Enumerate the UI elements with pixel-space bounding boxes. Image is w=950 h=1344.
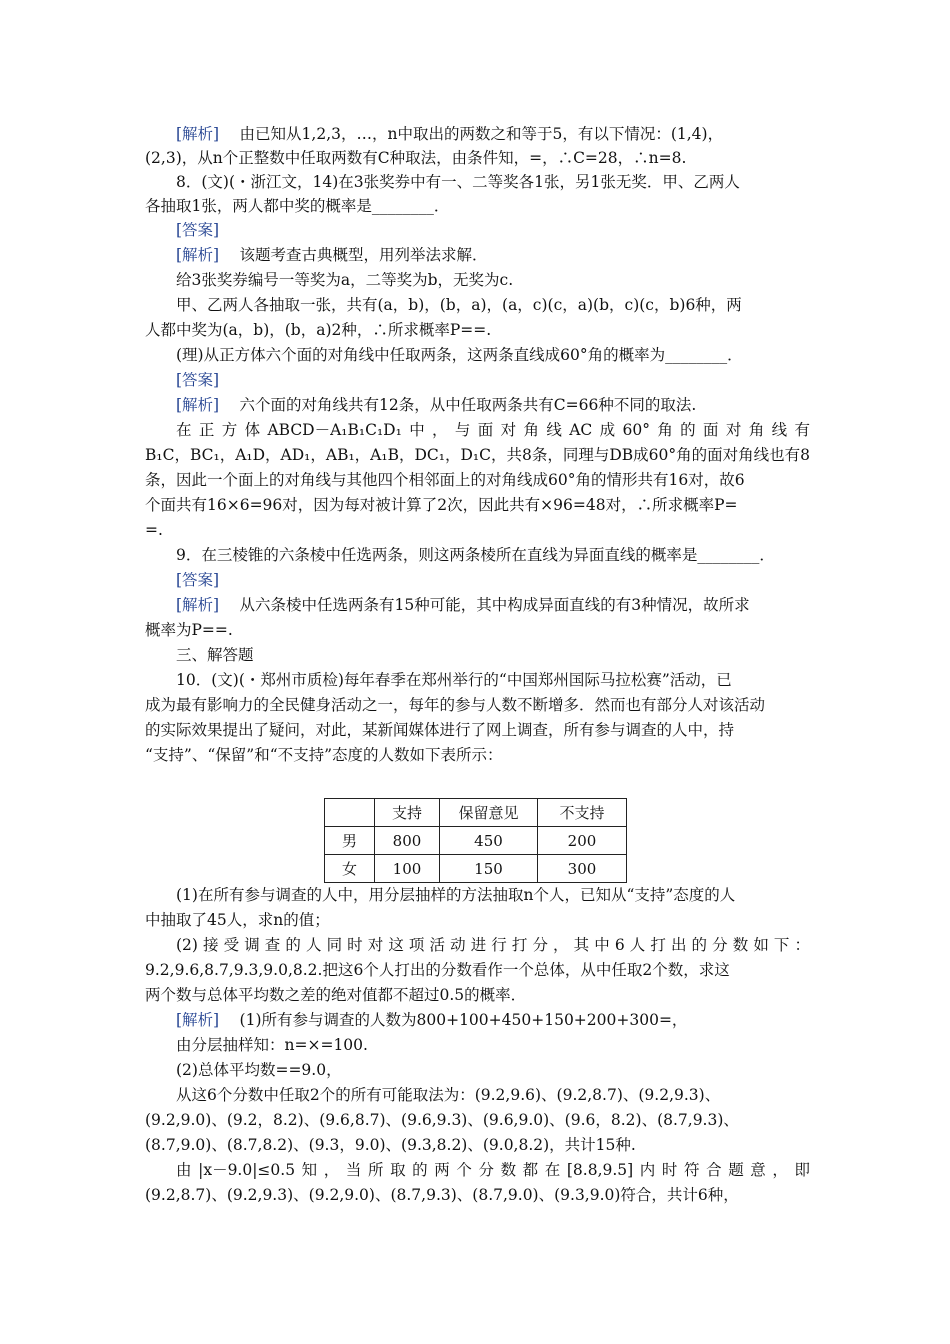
table-cell: 450	[440, 827, 538, 855]
text-line: 给3张奖券编号一等奖为a，二等奖为b，无奖为c.	[176, 271, 514, 289]
answer-tag: [答案]	[176, 371, 220, 389]
text-line: [解析] 由已知从1,2,3，…，n中取出的两数之和等于5，有以下情况：(1,4)，	[176, 125, 724, 143]
analysis-tag: [解析]	[176, 125, 220, 143]
analysis-tag: [解析]	[176, 246, 220, 264]
table-cell: 800	[375, 827, 440, 855]
text-line	[176, 570, 810, 592]
section-heading: 三、解答题	[176, 646, 254, 664]
text-line: 概率为P==.	[145, 621, 233, 639]
text-line: (2)总体平均数==9.0，	[176, 1061, 342, 1079]
text-line: 由|x－9.0|≤0.5知，当所取的两个分数都在[8.8,9.5]内时符合题意，即	[176, 1161, 810, 1179]
text-line: “支持”、“保留”和“不支持”态度的人数如下表所示：	[145, 746, 503, 764]
text-line: 甲、乙两人各抽取一张，共有(a，b)，(b，a)，(a，c)(c，a)(b，c)(c，b)6种，两	[176, 296, 742, 314]
text-line: (9.2,8.7)、(9.2,9.3)、(9.2,9.0)、(8.7,9.3)、(8.7,9.0)、(9.3,9.0)符合，共计6种，	[145, 1186, 739, 1204]
answer-tag: [答案]	[176, 571, 220, 589]
text-line: 中抽取了45人，求n的值；	[145, 911, 330, 929]
text-line: (1)在所有参与调查的人中，用分层抽样的方法抽取n个人，已知从“支持”态度的人	[176, 886, 736, 904]
text-line	[176, 370, 810, 392]
table-cell: 男	[325, 827, 375, 855]
analysis-tag: [解析]	[176, 396, 220, 414]
text-line: 人都中奖为(a，b)，(b，a)2种，∴所求概率P==.	[145, 321, 492, 339]
table-cell: 150	[440, 855, 538, 883]
text-line: 在正方体ABCD－A₁B₁C₁D₁中，与面对角线AC成60°角的面对角线有	[176, 421, 810, 439]
table-cell: 300	[538, 855, 627, 883]
table-cell: 女	[325, 855, 375, 883]
answer-tag: [答案]	[176, 221, 220, 239]
text-line: 条，因此一个面上的对角线与其他四个相邻面上的对角线成60°角的情形共有16对，故6	[145, 471, 745, 489]
text-line: [解析] 该题考查古典概型，用列举法求解．	[176, 246, 488, 264]
text-line: 9．在三棱锥的六条棱中任选两条，则这两条棱所在直线为异面直线的概率是________．	[176, 546, 775, 564]
text-line: [解析] 六个面的对角线共有12条，从中任取两条共有C=66种不同的取法.	[176, 396, 697, 414]
text-line: 8．(文)(・浙江文，14)在3张奖券中有一、二等奖各1张，另1张无奖．甲、乙两人	[176, 173, 740, 191]
text-line: [解析] (1)所有参与调查的人数为800+100+450+150+200+300=，	[176, 1011, 688, 1029]
table-cell: 200	[538, 827, 627, 855]
table-cell: 100	[375, 855, 440, 883]
text-line: =.	[145, 521, 163, 539]
table-row	[325, 827, 627, 855]
text-line: 成为最有影响力的全民健身活动之一，每年的参与人数不断增多．然而也有部分人对该活动	[145, 696, 766, 714]
text-line: 10．(文)(・郑州市质检)每年春季在郑州举行的“中国郑州国际马拉松赛”活动，已	[176, 671, 732, 689]
survey-table	[324, 798, 627, 883]
text-line: (2,3)，从n个正整数中任取两数有C种取法，由条件知，=，∴C=28，∴n=8.	[145, 149, 687, 167]
text-line: 的实际效果提出了疑问，对此，某新闻媒体进行了网上调查，所有参与调查的人中，持	[145, 721, 735, 739]
text-line	[176, 220, 810, 242]
text-line: (2)接受调查的人同时对这项活动进行打分，其中6人打出的分数如下：	[176, 936, 810, 954]
table-cell: 支持	[375, 799, 440, 827]
text-line: 由分层抽样知：n=×=100.	[176, 1036, 368, 1054]
analysis-tag: [解析]	[176, 1011, 220, 1029]
text-line: (理)从正方体六个面的对角线中任取两条，这两条直线成60°角的概率为________．	[176, 346, 743, 364]
table-cell: 保留意见	[440, 799, 538, 827]
text-line: (8.7,9.0)、(8.7,8.2)、(9.3，9.0)、(9.3,8.2)、(9.0,8.2)，共计15种.	[145, 1136, 636, 1154]
text-line: (9.2,9.0)、(9.2，8.2)、(9.6,8.7)、(9.6,9.3)、(9.6,9.0)、(9.6，8.2)、(8.7,9.3)、	[145, 1111, 739, 1129]
table-cell	[325, 799, 375, 827]
text-line: 两个数与总体平均数之差的绝对值都不超过0.5的概率．	[145, 986, 527, 1004]
analysis-tag: [解析]	[176, 596, 220, 614]
table-row	[325, 855, 627, 883]
text-line: 各抽取1张，两人都中奖的概率是________．	[145, 197, 450, 215]
text-line: 9.2,9.6,8.7,9.3,9.0,8.2.把这6个人打出的分数看作一个总体，从中任取2个数，求这	[145, 961, 730, 979]
table-header-row	[325, 799, 627, 827]
table-cell: 不支持	[538, 799, 627, 827]
text-line: 从这6个分数中任取2个的所有可能取法为：(9.2,9.6)、(9.2,8.7)、(9.2,9.3)、	[176, 1086, 721, 1104]
text-line: [解析] 从六条棱中任选两条有15种可能，其中构成异面直线的有3种情况，故所求	[176, 596, 750, 614]
text-line: B₁C，BC₁，A₁D，AD₁，AB₁，A₁B，DC₁，D₁C，共8条，同理与DB成60°角的面对角线也有8	[145, 446, 810, 464]
text-line: 个面共有16×6=96对，因为每对被计算了2次，因此共有×96=48对，∴所求概率P=	[145, 496, 738, 514]
